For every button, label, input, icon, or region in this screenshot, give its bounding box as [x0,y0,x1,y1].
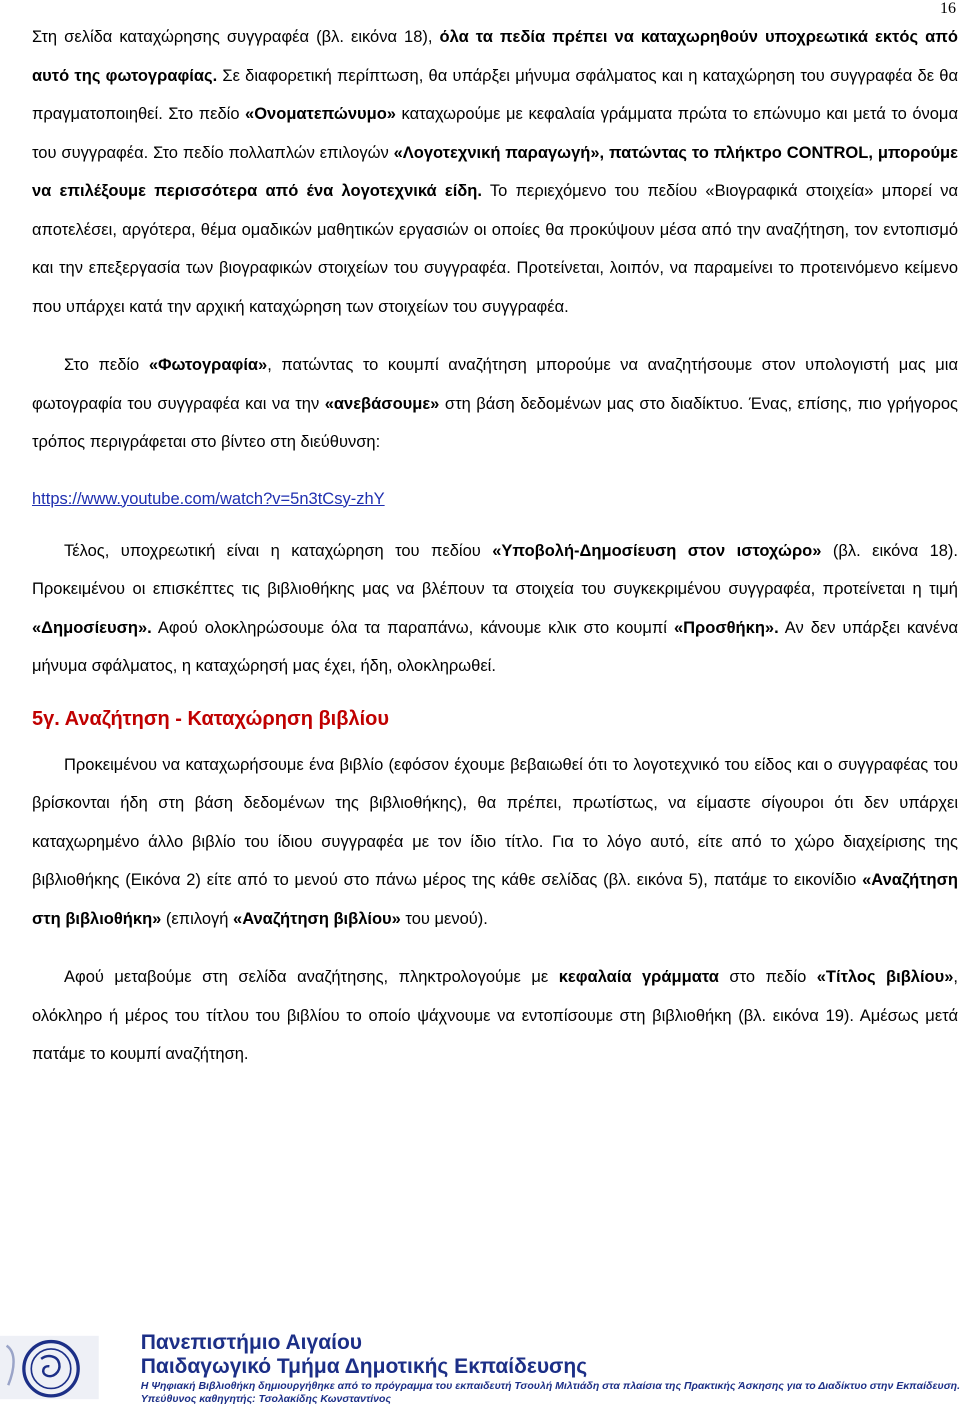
bold-text-run: «Προσθήκη». [673,618,779,637]
paragraph-title-search [32,958,958,1074]
bold-text-run: «Λογοτεχνική παραγωγή», πατώντας το πλήκτρο CONTROL, μπορούμε να επιλέξουμε περισσότερα από ένα λογοτεχνικά είδη. [32,143,958,200]
document-body [32,18,958,1074]
paragraph-publish-field [32,532,958,686]
text-run: Στη σελίδα καταχώρησης συγγραφέα (βλ. εικόνα 18), [32,28,440,46]
text-run: Αφού μεταβούμε στη σελίδα αναζήτησης, πληκτρολογούμε με [64,968,559,986]
text-run: στο πεδίο [718,968,817,986]
footer-supervisor: Υπεύθυνος καθηγητής: Τσολακίδης Κωνσταντίνος [140,1393,392,1405]
bold-text-run: «Φωτογραφία» [148,356,268,374]
bold-text-run: όλα τα πεδία πρέπει να καταχωρηθούν υποχρεωτικά εκτός από αυτό της φωτογραφίας. [32,28,958,85]
paragraph-author-fields [32,18,958,326]
text-run: Τέλος, υποχρεωτική είναι η καταχώρηση του πεδίου [64,541,493,560]
text-run: καταχωρούμε με κεφαλαία γράμματα πρώτα το επώνυμο και μετά το όνομα του συγγραφέα. Στο πεδίο πολλαπλών επιλογών [32,105,958,162]
footer-department: Παιδαγωγικό Τμήμα Δημοτικής Εκπαίδευσης [140,1355,588,1378]
bold-text-run: «Αναζήτηση στη βιβλιοθήκη» [32,871,958,928]
footer-description: Η Ψηφιακή Βιβλιοθήκη δημιουργήθηκε από το πρόγραμμα του εκπαιδευτή Τσουλή Μιλτιάδη στα πλαίσια της Πρακτικής Άσκησης για το Διαδίκτυο στην Εκπαίδευση. [140,1380,960,1392]
text-run: στη βάση δεδομένων μας στο διαδίκτυο. Ένας, επίσης, πιο γρήγορος τρόπος περιγράφεται στο βίντεο στη διεύθυνση: [32,394,958,451]
bold-text-run: «Αναζήτηση βιβλίου» [233,909,401,928]
footer-university: Πανεπιστήμιο Αιγαίου [140,1331,362,1354]
university-logo-icon [0,1329,99,1406]
bold-text-run: κεφαλαία γράμματα [558,968,719,986]
text-run: Σε διαφορετική περίπτωση, θα υπάρξει μήνυμα σφάλματος και η καταχώρηση του συγγραφέα δε θα πραγματοποιηθεί. Στο πεδίο [32,66,958,123]
text-run: (επιλογή [161,909,234,928]
paragraph-photo-field [32,346,958,462]
text-run: Αφού ολοκληρώσουμε όλα τα παραπάνω, κάνουμε κλικ στο κουμπί [151,618,674,637]
text-run: , πατώντας το κουμπί αναζήτηση μπορούμε να αναζητήσουμε στον υπολογιστή μας μια φωτογραφία του συγγραφέα και να την [32,356,958,413]
text-run: Προκειμένου να καταχωρήσουμε ένα βιβλίο (εφόσον έχουμε βεβαιωθεί ότι το λογοτεχνικό του είδος και ο συγγραφέας του βρίσκονται ήδη στη βάση δεδομένων της βιβλιοθήκης), θα πρέπει, πρωτίστως, να είμαστε σίγουροι ότι δεν υπάρχει καταχωρημένο άλλο βιβλίο του ίδιου συγγραφέα με τον ίδιο τίτλο. Για το λόγο αυτό, είτε από το χώρο διαχείρισης της βιβλιοθήκης (Εικόνα 2) είτε από το μενού στο πάνω μέρος της κάθε σελίδας (βλ. εικόνα 5), πατάμε το εικονίδιο [32,755,958,889]
video-link[interactable]: https://www.youtube.com/watch?v=5n3tCsy-zhY [32,489,385,508]
bold-text-run: «Τίτλος βιβλίου» [816,968,954,986]
text-run: , ολόκληρο ή μέρος του τίτλου του βιβλίου το οποίο ψάχνουμε να εντοπίσουμε στη βιβλιοθήκη (βλ. εικόνα 19). Αμέσως μετά πατάμε το κουμπί αναζήτηση. [32,968,958,1063]
paragraph-book-search [32,746,958,939]
bold-text-run: «Υποβολή-Δημοσίευση στον ιστοχώρο» [492,541,822,560]
section-heading: 5γ. Αναζήτηση - Καταχώρηση βιβλίου [32,707,389,730]
text-run: Το περιεχόμενο του πεδίου «Βιογραφικά στοιχεία» μπορεί να αποτελέσει, αργότερα, θέμα ομαδικών μαθητικών εργασιών οι οποίες θα προκύψουν μέσα από την αναζήτηση, τον εντοπισμό και την επεξεργασία των βιογραφικών στοιχείων του συγγραφέα. Προτείνεται, λοιπόν, να παραμείνει το προτεινόμενο κείμενο που υπάρχει κατά την αρχική καταχώρηση των στοιχείων του συγγραφέα. [32,182,958,316]
text-run: Στο πεδίο [64,356,149,374]
bold-text-run: «Ονοματεπώνυμο» [245,105,396,123]
bold-text-run: «ανεβάσουμε» [324,394,440,413]
page-footer [0,1329,960,1406]
text-run: Αν δεν υπάρξει κανένα μήνυμα σφάλματος, η καταχώρησή μας έχει, ήδη, ολοκληρωθεί. [32,618,958,675]
footer-text-block [99,1329,960,1406]
bold-text-run: «Δημοσίευση». [32,618,152,637]
page-number: 16 [940,0,956,17]
video-link-line [32,480,958,518]
text-run: του μενού). [400,909,488,928]
text-run: (βλ. εικόνα 18). Προκειμένου οι επισκέπτες τις βιβλιοθήκης μας να βλέπουν τα στοιχεία του συγκεκριμένου συγγραφέα, προτείνεται η τιμή [32,541,959,598]
